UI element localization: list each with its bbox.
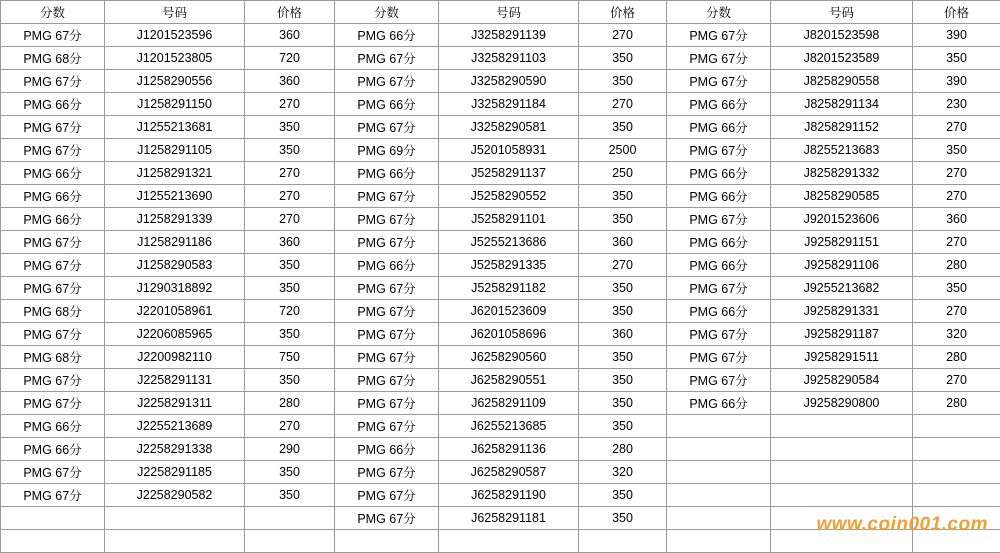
cell-score: PMG 67分: [335, 392, 439, 415]
cell-number: J6258291136: [439, 438, 579, 461]
cell-price: 270: [913, 300, 1000, 323]
cell-score: PMG 66分: [667, 231, 771, 254]
cell-number: J1258291105: [105, 139, 245, 162]
cell-price: 360: [913, 208, 1000, 231]
cell-number: J6201523609: [439, 300, 579, 323]
table-row: [1, 438, 1000, 461]
cell-number: J2200982110: [105, 346, 245, 369]
cell-price: 350: [245, 116, 335, 139]
cell-price: 350: [245, 277, 335, 300]
cell-number: J3258291184: [439, 93, 579, 116]
watermark-text: www.coin001.com: [816, 514, 988, 535]
cell-price: 350: [579, 185, 667, 208]
cell-price: 290: [245, 438, 335, 461]
cell-number: J1258290583: [105, 254, 245, 277]
table-row: [1, 346, 1000, 369]
cell-number: J6258291109: [439, 392, 579, 415]
cell-score: PMG 67分: [1, 484, 105, 507]
table-row: [1, 231, 1000, 254]
cell-price: 350: [245, 323, 335, 346]
cell-number: J6201058696: [439, 323, 579, 346]
cell-price: 350: [579, 369, 667, 392]
cell-price: 720: [245, 300, 335, 323]
cell-score: PMG 66分: [667, 254, 771, 277]
table-row: [1, 507, 1000, 530]
cell-price: 270: [913, 369, 1000, 392]
column-header-number: 号码: [439, 1, 579, 24]
cell-score: PMG 67分: [335, 277, 439, 300]
column-header-score: 分数: [667, 1, 771, 24]
table-row: [1, 185, 1000, 208]
cell-number: J5201058931: [439, 139, 579, 162]
cell-price: 270: [913, 185, 1000, 208]
cell-score: PMG 67分: [1, 24, 105, 47]
cell-number: [439, 530, 579, 553]
cell-number: J1258291150: [105, 93, 245, 116]
cell-price: 2500: [579, 139, 667, 162]
cell-price: 350: [579, 346, 667, 369]
cell-score: PMG 67分: [335, 231, 439, 254]
cell-number: J2258291311: [105, 392, 245, 415]
cell-price: 250: [579, 162, 667, 185]
cell-score: PMG 67分: [335, 208, 439, 231]
cell-price: 350: [579, 70, 667, 93]
cell-score: PMG 67分: [335, 415, 439, 438]
cell-price: 350: [245, 139, 335, 162]
cell-score: PMG 67分: [335, 484, 439, 507]
cell-price: 360: [579, 323, 667, 346]
table-row: [1, 484, 1000, 507]
cell-number: J5258291182: [439, 277, 579, 300]
cell-score: PMG 67分: [667, 208, 771, 231]
table-row: [1, 369, 1000, 392]
cell-number: J1258291186: [105, 231, 245, 254]
cell-score: PMG 66分: [335, 24, 439, 47]
cell-price: 720: [245, 47, 335, 70]
cell-number: J2258290582: [105, 484, 245, 507]
cell-number: J2201058961: [105, 300, 245, 323]
cell-score: PMG 67分: [1, 461, 105, 484]
cell-number: J1258290556: [105, 70, 245, 93]
cell-score: [667, 415, 771, 438]
cell-number: J5258291101: [439, 208, 579, 231]
cell-score: PMG 67分: [667, 369, 771, 392]
cell-number: J1255213681: [105, 116, 245, 139]
table-row: [1, 461, 1000, 484]
cell-score: PMG 67分: [667, 139, 771, 162]
cell-price: [245, 507, 335, 530]
cell-score: PMG 67分: [335, 116, 439, 139]
cell-score: PMG 67分: [1, 139, 105, 162]
cell-number: J8201523598: [771, 24, 913, 47]
cell-price: 230: [913, 93, 1000, 116]
cell-price: 270: [579, 254, 667, 277]
cell-price: [913, 530, 1000, 553]
cell-price: 350: [913, 47, 1000, 70]
cell-number: J6258291181: [439, 507, 579, 530]
cell-price: [579, 530, 667, 553]
cell-price: 360: [245, 70, 335, 93]
cell-number: J2258291131: [105, 369, 245, 392]
cell-number: J6258290551: [439, 369, 579, 392]
cell-price: 350: [245, 484, 335, 507]
cell-score: [667, 507, 771, 530]
cell-price: 390: [913, 70, 1000, 93]
cell-price: 270: [913, 116, 1000, 139]
cell-price: 350: [579, 484, 667, 507]
cell-price: 350: [579, 300, 667, 323]
cell-score: [1, 507, 105, 530]
column-header-number: 号码: [105, 1, 245, 24]
cell-number: J5258291335: [439, 254, 579, 277]
cell-score: PMG 67分: [335, 70, 439, 93]
cell-score: PMG 66分: [667, 392, 771, 415]
cell-price: 350: [579, 277, 667, 300]
cell-price: 350: [579, 208, 667, 231]
cell-score: PMG 68分: [1, 346, 105, 369]
cell-score: PMG 67分: [335, 185, 439, 208]
table-body: [1, 1, 1000, 553]
cell-number: J2206085965: [105, 323, 245, 346]
cell-price: 270: [245, 162, 335, 185]
cell-score: PMG 66分: [667, 185, 771, 208]
cell-score: PMG 66分: [335, 438, 439, 461]
cell-number: J8201523589: [771, 47, 913, 70]
column-header-price: 价格: [913, 1, 1000, 24]
table-row: [1, 277, 1000, 300]
cell-number: [771, 530, 913, 553]
cell-price: 390: [913, 24, 1000, 47]
cell-score: PMG 67分: [335, 47, 439, 70]
cell-number: J9258291187: [771, 323, 913, 346]
cell-score: PMG 67分: [335, 369, 439, 392]
table-row: [1, 162, 1000, 185]
cell-price: 350: [579, 415, 667, 438]
cell-price: 270: [245, 93, 335, 116]
cell-number: J5258291137: [439, 162, 579, 185]
cell-score: PMG 67分: [1, 254, 105, 277]
cell-number: J8258290585: [771, 185, 913, 208]
cell-price: 360: [245, 231, 335, 254]
cell-score: PMG 67分: [335, 323, 439, 346]
cell-price: 350: [913, 139, 1000, 162]
cell-number: J6258290587: [439, 461, 579, 484]
cell-price: 350: [579, 392, 667, 415]
cell-score: PMG 66分: [335, 254, 439, 277]
cell-number: [771, 507, 913, 530]
cell-number: [105, 530, 245, 553]
cell-price: [913, 438, 1000, 461]
cell-number: J8258291134: [771, 93, 913, 116]
table-row: [1, 116, 1000, 139]
table-row: [1, 139, 1000, 162]
cell-number: J8258290558: [771, 70, 913, 93]
cell-number: J8258291152: [771, 116, 913, 139]
cell-score: PMG 67分: [667, 277, 771, 300]
cell-score: PMG 66分: [1, 185, 105, 208]
cell-price: 320: [913, 323, 1000, 346]
cell-number: J2255213689: [105, 415, 245, 438]
cell-number: J9258291106: [771, 254, 913, 277]
cell-number: [771, 438, 913, 461]
cell-score: [667, 530, 771, 553]
cell-number: J9201523606: [771, 208, 913, 231]
cell-price: [913, 415, 1000, 438]
cell-price: 360: [245, 24, 335, 47]
cell-number: J1258291321: [105, 162, 245, 185]
cell-score: PMG 66分: [1, 162, 105, 185]
cell-price: [245, 530, 335, 553]
cell-score: [667, 461, 771, 484]
cell-score: PMG 66分: [1, 93, 105, 116]
cell-number: J9258290584: [771, 369, 913, 392]
cell-score: PMG 67分: [1, 392, 105, 415]
cell-number: [771, 461, 913, 484]
cell-number: J1201523596: [105, 24, 245, 47]
cell-number: J8255213683: [771, 139, 913, 162]
cell-score: PMG 67分: [667, 323, 771, 346]
cell-score: [667, 438, 771, 461]
cell-price: 270: [245, 208, 335, 231]
cell-score: PMG 67分: [1, 70, 105, 93]
cell-number: J6258290560: [439, 346, 579, 369]
column-header-number: 号码: [771, 1, 913, 24]
cell-price: 270: [245, 185, 335, 208]
cell-price: 350: [245, 254, 335, 277]
cell-score: PMG 67分: [667, 24, 771, 47]
cell-number: J9258291331: [771, 300, 913, 323]
cell-score: PMG 66分: [667, 300, 771, 323]
cell-price: 350: [913, 277, 1000, 300]
cell-price: 320: [579, 461, 667, 484]
cell-price: 280: [913, 346, 1000, 369]
cell-number: J2258291185: [105, 461, 245, 484]
cell-number: J3258291103: [439, 47, 579, 70]
cell-price: 270: [245, 415, 335, 438]
table-row: [1, 530, 1000, 553]
cell-number: J2258291338: [105, 438, 245, 461]
cell-number: [771, 484, 913, 507]
cell-price: 270: [913, 231, 1000, 254]
cell-price: 280: [913, 254, 1000, 277]
cell-number: J8258291332: [771, 162, 913, 185]
table-row: [1, 254, 1000, 277]
cell-price: 360: [579, 231, 667, 254]
cell-score: PMG 67分: [1, 231, 105, 254]
cell-score: PMG 67分: [335, 507, 439, 530]
cell-score: [1, 530, 105, 553]
cell-score: PMG 66分: [1, 438, 105, 461]
cell-score: PMG 69分: [335, 139, 439, 162]
table-header-row: [1, 1, 1000, 24]
cell-score: PMG 68分: [1, 300, 105, 323]
table-row: [1, 392, 1000, 415]
cell-score: PMG 67分: [667, 346, 771, 369]
cell-price: 350: [579, 507, 667, 530]
cell-score: PMG 66分: [335, 162, 439, 185]
cell-score: PMG 67分: [335, 461, 439, 484]
cell-score: PMG 66分: [335, 93, 439, 116]
cell-number: J9258291511: [771, 346, 913, 369]
cell-number: J5258290552: [439, 185, 579, 208]
cell-number: [771, 415, 913, 438]
table-row: [1, 415, 1000, 438]
cell-score: PMG 67分: [335, 346, 439, 369]
cell-number: J9258290800: [771, 392, 913, 415]
cell-score: PMG 67分: [1, 277, 105, 300]
cell-number: J1258291339: [105, 208, 245, 231]
cell-price: 270: [913, 162, 1000, 185]
cell-number: J3258291139: [439, 24, 579, 47]
cell-score: [667, 484, 771, 507]
cell-score: [335, 530, 439, 553]
cell-price: 350: [579, 47, 667, 70]
column-header-score: 分数: [1, 1, 105, 24]
table-row: [1, 24, 1000, 47]
cell-score: PMG 66分: [1, 208, 105, 231]
cell-price: [913, 484, 1000, 507]
cell-number: J9255213682: [771, 277, 913, 300]
table-row: [1, 93, 1000, 116]
cell-score: PMG 67分: [335, 300, 439, 323]
cell-number: J3258290581: [439, 116, 579, 139]
cell-number: J1201523805: [105, 47, 245, 70]
cell-number: J1290318892: [105, 277, 245, 300]
cell-score: PMG 67分: [1, 369, 105, 392]
cell-score: PMG 67分: [667, 47, 771, 70]
table-row: [1, 323, 1000, 346]
table-row: [1, 300, 1000, 323]
table-row: [1, 47, 1000, 70]
cell-score: PMG 67分: [667, 70, 771, 93]
cell-price: 270: [579, 24, 667, 47]
cell-price: 350: [245, 461, 335, 484]
cell-price: [913, 507, 1000, 530]
cell-price: 750: [245, 346, 335, 369]
column-header-price: 价格: [579, 1, 667, 24]
cell-price: 280: [245, 392, 335, 415]
cell-score: PMG 66分: [667, 162, 771, 185]
cell-number: J5255213686: [439, 231, 579, 254]
cell-number: J9258291151: [771, 231, 913, 254]
cell-score: PMG 66分: [667, 116, 771, 139]
cell-price: 280: [579, 438, 667, 461]
cell-price: 350: [579, 116, 667, 139]
cell-number: J1255213690: [105, 185, 245, 208]
column-header-price: 价格: [245, 1, 335, 24]
cell-number: J6255213685: [439, 415, 579, 438]
cell-score: PMG 66分: [667, 93, 771, 116]
table-row: [1, 70, 1000, 93]
cell-score: PMG 67分: [1, 116, 105, 139]
column-header-score: 分数: [335, 1, 439, 24]
cell-price: 270: [579, 93, 667, 116]
cell-number: J3258290590: [439, 70, 579, 93]
cell-score: PMG 66分: [1, 415, 105, 438]
cell-price: 280: [913, 392, 1000, 415]
table-row: [1, 208, 1000, 231]
cell-score: PMG 67分: [1, 323, 105, 346]
cell-score: PMG 68分: [1, 47, 105, 70]
cell-price: [913, 461, 1000, 484]
cell-number: J6258291190: [439, 484, 579, 507]
cell-price: 350: [245, 369, 335, 392]
cell-number: [105, 507, 245, 530]
